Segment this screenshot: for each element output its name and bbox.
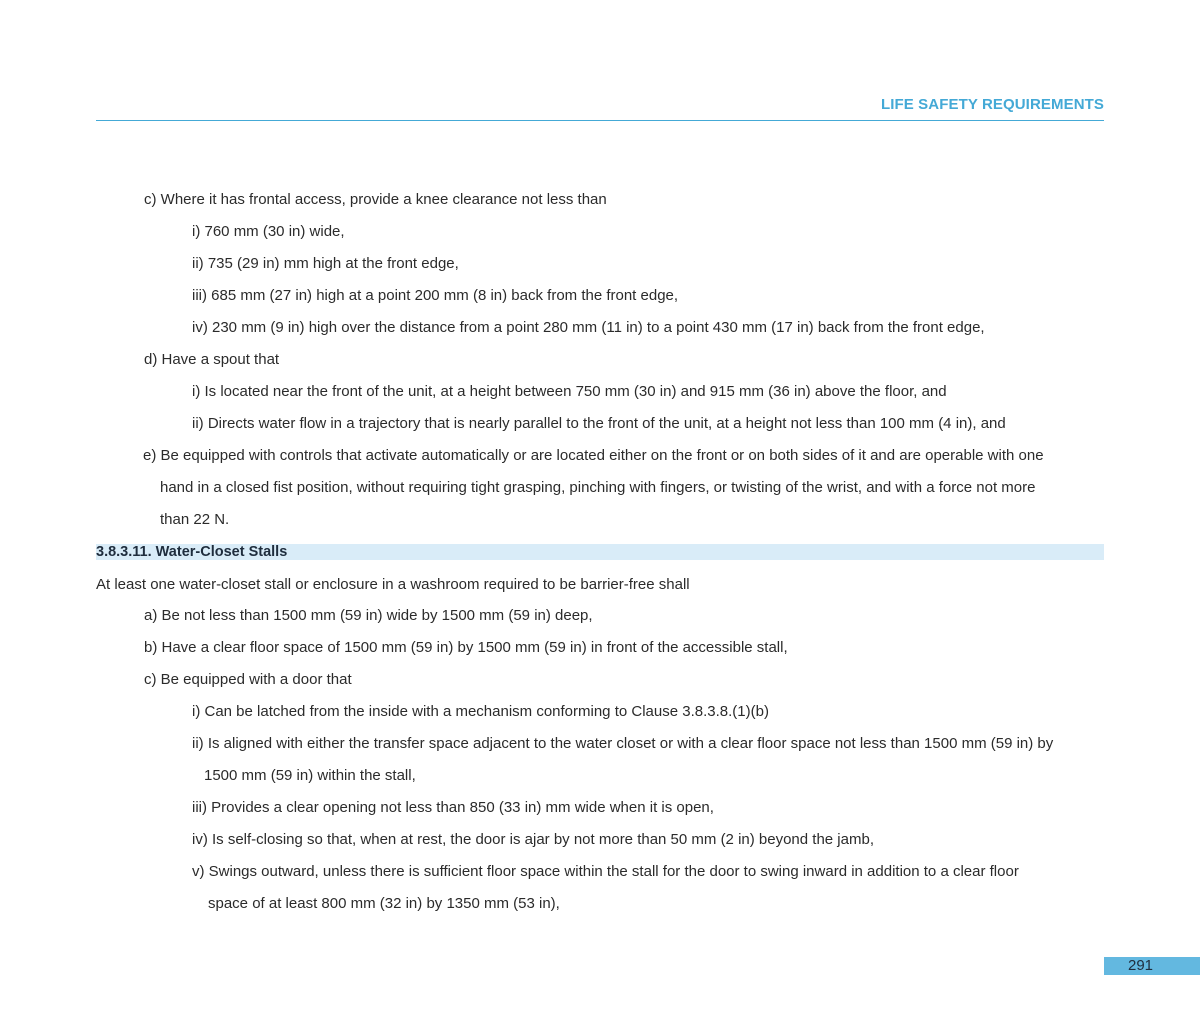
section-intro: At least one water-closet stall or enclosure in a washroom required to be barrier-free shall — [96, 576, 690, 593]
list-subitem: ii) Is aligned with either the transfer space adjacent to the water closet or with a clear floor space not less than 1500 mm (59 in) by — [192, 735, 1054, 752]
list-item-e-controls: e) Be equipped with controls that activate automatically or are located either on the front or on both sides of it and are operable with one — [143, 447, 1044, 464]
list-subitem: iv) Is self-closing so that, when at rest, the door is ajar by not more than 50 mm (2 in) beyond the jamb, — [192, 831, 874, 848]
header-rule — [96, 120, 1104, 121]
list-subitem: i) 760 mm (30 in) wide, — [192, 223, 345, 240]
list-item-a: a) Be not less than 1500 mm (59 in) wide by 1500 mm (59 in) deep, — [144, 607, 593, 624]
page-number: 291 — [1128, 957, 1154, 974]
list-item-c-knee-clearance: c) Where it has frontal access, provide a knee clearance not less than — [144, 191, 607, 208]
list-subitem-continuation: 1500 mm (59 in) within the stall, — [204, 767, 416, 784]
list-subitem: ii) Directs water flow in a trajectory that is nearly parallel to the front of the unit, at a height not less than 100 mm (4 in), and — [192, 415, 1006, 432]
running-header: LIFE SAFETY REQUIREMENTS — [881, 96, 1104, 113]
list-subitem: ii) 735 (29 in) mm high at the front edge, — [192, 255, 459, 272]
list-subitem: v) Swings outward, unless there is sufficient floor space within the stall for the door to swing inward in addition to a clear floor — [192, 863, 1019, 880]
list-item-b: b) Have a clear floor space of 1500 mm (59 in) by 1500 mm (59 in) in front of the accessible stall, — [144, 639, 788, 656]
list-subitem: i) Is located near the front of the unit, at a height between 750 mm (30 in) and 915 mm (36 in) above the floor, and — [192, 383, 947, 400]
list-item-d-spout: d) Have a spout that — [144, 351, 280, 368]
list-subitem: iv) 230 mm (9 in) high over the distance from a point 280 mm (11 in) to a point 430 mm (17 in) back from the front edge, — [192, 319, 985, 336]
list-item-continuation: hand in a closed fist position, without requiring tight grasping, pinching with fingers, or twisting of the wrist, and with a force not more — [160, 479, 1036, 496]
list-subitem-continuation: space of at least 800 mm (32 in) by 1350 mm (53 in), — [208, 895, 560, 912]
list-subitem: i) Can be latched from the inside with a mechanism conforming to Clause 3.8.3.8.(1)(b) — [192, 703, 769, 720]
list-item-c-door: c) Be equipped with a door that — [144, 671, 352, 688]
list-item-continuation: than 22 N. — [160, 511, 230, 528]
list-subitem: iii) Provides a clear opening not less than 850 (33 in) mm wide when it is open, — [192, 799, 714, 816]
section-heading: 3.8.3.11. Water-Closet Stalls — [96, 544, 288, 560]
list-subitem: iii) 685 mm (27 in) high at a point 200 mm (8 in) back from the front edge, — [192, 287, 679, 304]
